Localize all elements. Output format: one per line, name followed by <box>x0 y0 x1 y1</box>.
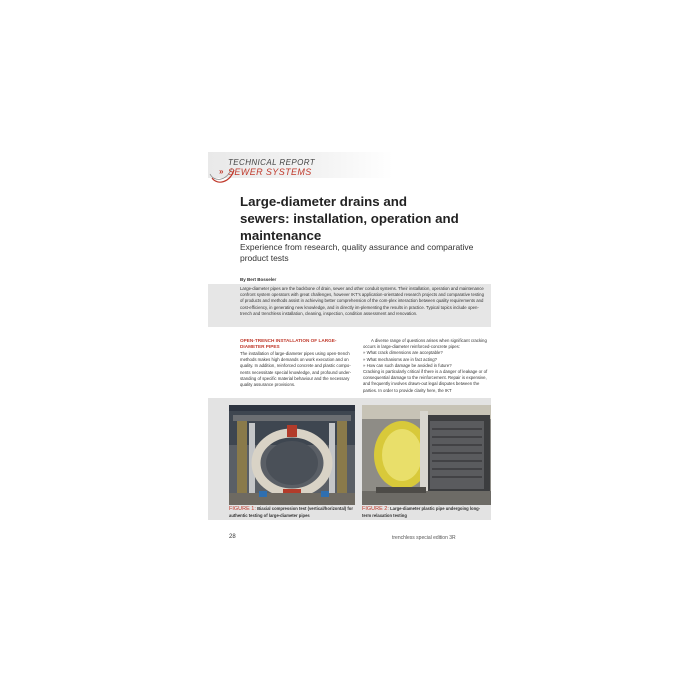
col2-question-2: » What mechanisms are in fact acting? <box>363 356 438 362</box>
header-arrow: » <box>219 167 224 176</box>
column-left <box>240 338 358 388</box>
abstract-text: Large-diameter pipes are the backbone of drain, sewer and other conduit systems. Their installation, operation and maintenance confront system operators with great challenges, however IKT's application-orientated research projects and comparative testing of products and methods assist in achieving better comprehension of the com-plex interaction between quality requirements and cost-efficiency, in generating new knowledge, and in directly im-plementing the results in practice. Typical topics include open-trench and trenchless installation, cleaning, inspection, condition assessment and renovation. <box>240 286 484 316</box>
figure-2-caption <box>362 506 487 518</box>
col2-question-1: » What crack dimensions are acceptable? <box>363 350 443 356</box>
col2-intro: A diverse range of questions arises when significant cracking occurs in large-diameter reinforced-concrete pipes: <box>363 338 487 350</box>
figure-2-photo <box>362 405 491 505</box>
figure-1-caption <box>229 506 354 518</box>
figure-1-photo <box>229 405 355 505</box>
figure-1-label: FIGURE 1: <box>229 506 256 512</box>
byline: By Bert Bosseler <box>240 277 277 282</box>
article-subtitle: Experience from research, quality assurance and comparative product tests <box>240 242 474 263</box>
col2-question-3: » How can such damage be avoided in future? <box>363 362 452 368</box>
col2-tail: Cracking is particularly critical if there is a danger of leakage or of consequential damage to the reinforcement. Repair is expensive, and frequently involves drawn-out legal disputes between the parties. In order to provide clarity here, the IKT <box>363 369 488 393</box>
figure-2-caption-text: Large-diameter plastic pipe undergoing long-term relaxation testing <box>362 506 481 518</box>
page-number: 28 <box>229 534 236 540</box>
header-line1: TECHNICAL REPORT <box>228 158 316 167</box>
figure-1-caption-text: Biaxial compression test (vertical/horizontal) for authentic testing of large-diameter pipes <box>229 506 353 518</box>
article-title: Large-diameter drains and sewers: installation, operation and maintenance <box>240 194 459 243</box>
section-tag <box>208 152 393 182</box>
section-heading: OPEN-TRENCH INSTALLATION OF LARGE-DIAMETER PIPES <box>240 338 337 349</box>
publication-name: trenchless special edition 3R <box>392 535 456 541</box>
header-line2: SEWER SYSTEMS <box>228 167 312 177</box>
column-right <box>363 338 489 394</box>
section-body: The installation of large-diameter pipes using open-trench methods makes high demands on work execution and on quality. In addition, reinforced concrete and plastic compo-nents necessitate special knowledge, and profound under-standing of specific material behaviour and the necessary quality assurance provisions. <box>240 351 352 388</box>
figure-2-label: FIGURE 2: <box>362 506 389 512</box>
